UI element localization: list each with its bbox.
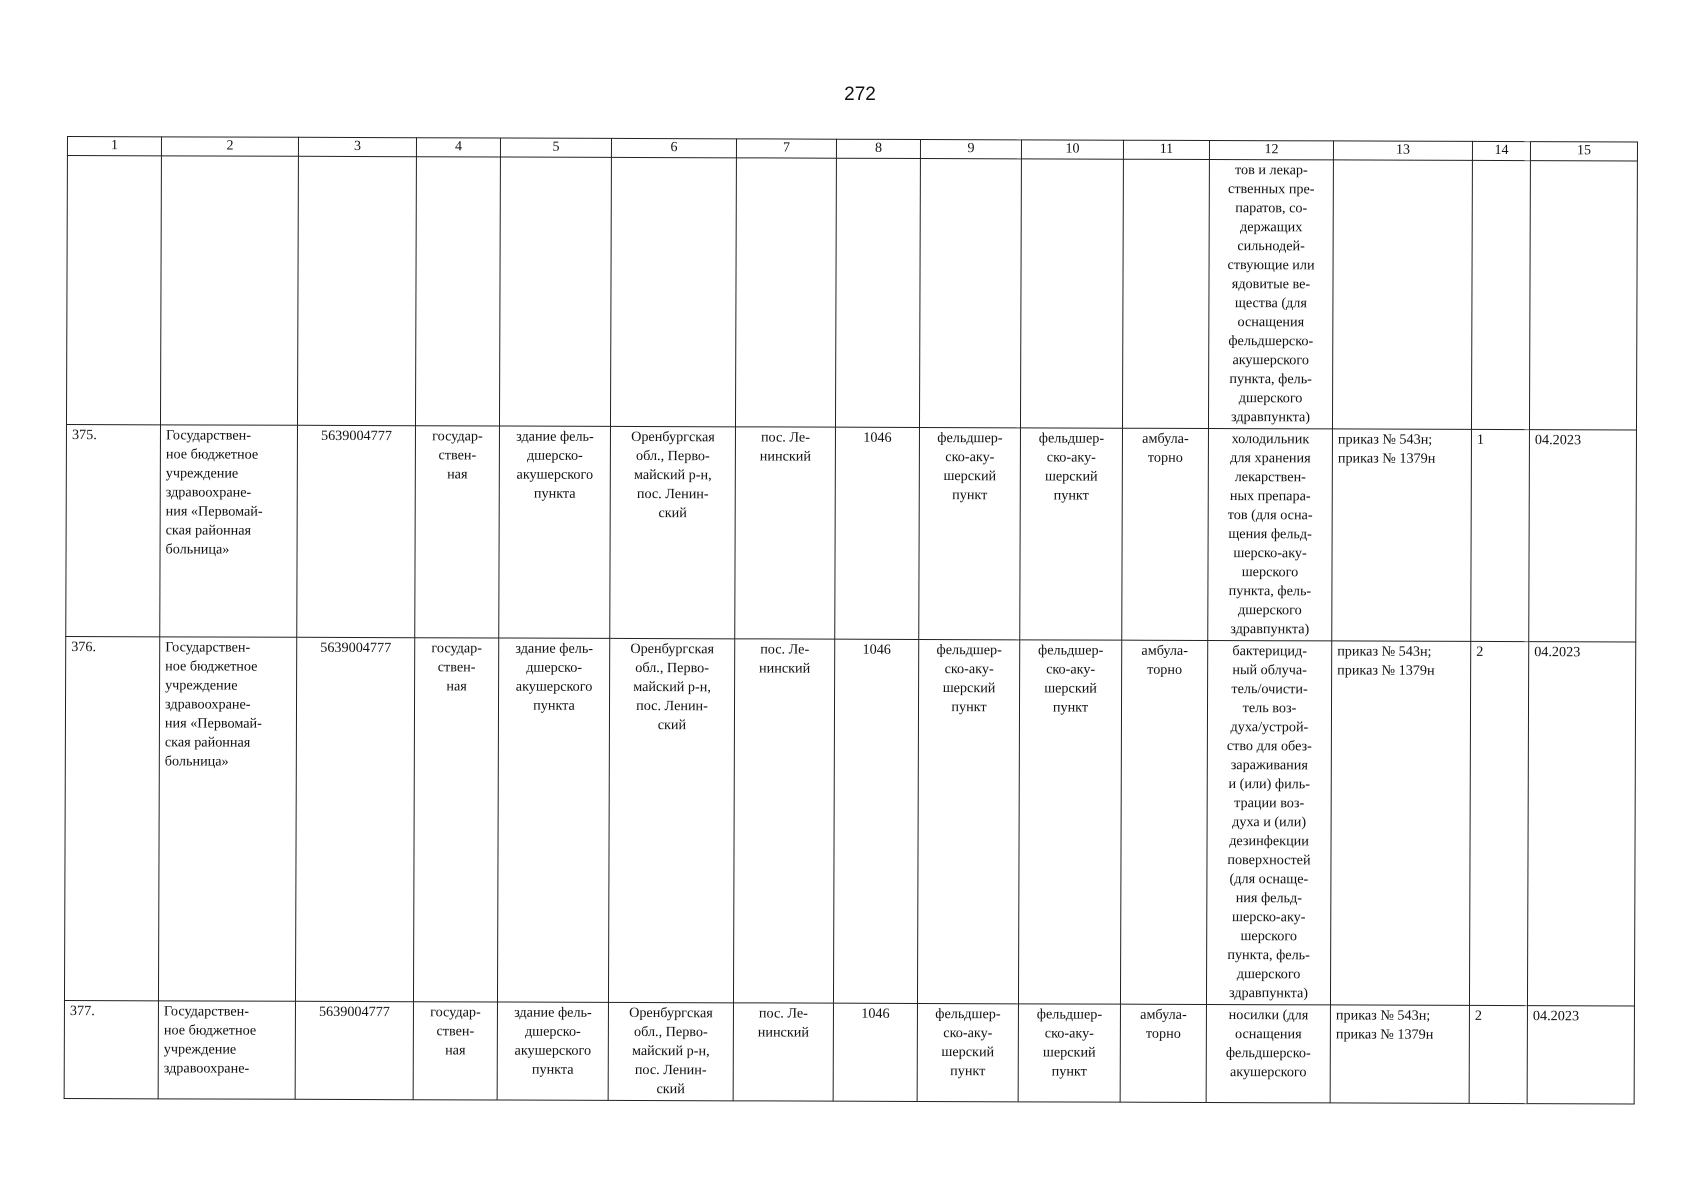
cell-settlement: пос. Ле- нинский xyxy=(733,1003,833,1101)
cell-facility-type: фельдшер- ско-аку- шерский пункт xyxy=(917,639,1019,1003)
cell-empty xyxy=(499,157,611,426)
cell-ownership: государ- ствен- ная xyxy=(413,638,498,1002)
cell-code: 1046 xyxy=(835,427,920,639)
cell-empty xyxy=(1529,161,1637,430)
cell-equipment: холодильник для хранения лекарствен- ных препара- тов (для осна- щения фельд- шерско-аку- шерского пункта, фель- дшерского здравпункта) xyxy=(1208,428,1333,640)
cell-code: 1046 xyxy=(833,639,918,1003)
cell-organization: Государствен- ное бюджетное учреждение здравоохране- ния «Первомай- ская районная больница» xyxy=(160,425,298,637)
column-header-8: 8 xyxy=(836,139,920,158)
cell-building: здание фель- дшерско- акушерского пункта xyxy=(497,1002,608,1100)
cell-organization: Государствен- ное бюджетное учреждение здравоохране- xyxy=(158,1001,295,1099)
column-header-11: 11 xyxy=(1123,140,1209,159)
column-header-2: 2 xyxy=(161,137,298,156)
cell-number: 377. xyxy=(64,1000,158,1098)
cell-empty xyxy=(735,158,836,427)
table-row-continuation xyxy=(66,156,1637,430)
cell-equipment: тов и лекар- ственных пре- паратов, со- держащих сильнодей- ствующие или ядовитые ве- щества (для оснащения фельдшерско- акушерского пункта, фель- дшерского здравпункта) xyxy=(1208,159,1333,428)
cell-empty xyxy=(415,157,500,426)
cell-empty xyxy=(1332,160,1472,429)
column-header-6: 6 xyxy=(611,138,736,157)
cell-organization: Государствен- ное бюджетное учреждение здравоохране- ния «Первомай- ская районная больница» xyxy=(158,637,296,1001)
cell-empty xyxy=(610,157,736,426)
cell-empty xyxy=(160,156,298,425)
cell-quantity: 2 xyxy=(1469,641,1528,1005)
cell-empty xyxy=(66,156,161,425)
table-row xyxy=(64,1000,1634,1103)
column-header-13: 13 xyxy=(1333,141,1472,160)
cell-code: 1046 xyxy=(833,1003,917,1101)
cell-facility-type: фельдшер- ско-аку- шерский пункт xyxy=(919,427,1021,639)
cell-ownership: государ- ствен- ная xyxy=(413,1002,497,1100)
cell-inn: 5639004777 xyxy=(295,1001,413,1099)
cell-empty xyxy=(1122,159,1209,428)
cell-inn: 5639004777 xyxy=(297,425,416,637)
cell-address: Оренбургская обл., Перво- майский р-н, пос. Ленин- ский xyxy=(608,638,734,1002)
cell-equipment: бактерицид- ный облуча- тель/очисти- тель воз- духа/устрой- ство для обез- зараживания и (или) филь- трации воз- духа и (или) дезинфекции поверхностей (для оснаще- ния фельд- шерско-аку- шерского пункта, фель- дшерского здравпункта) xyxy=(1206,640,1331,1004)
cell-date: 04.2023 xyxy=(1529,430,1637,642)
cell-inn: 5639004777 xyxy=(295,637,414,1001)
cell-address: Оренбургская обл., Перво- майский р-н, пос. Ленин- ский xyxy=(610,426,736,638)
registry-table xyxy=(64,136,1638,1104)
column-header-10: 10 xyxy=(1021,140,1123,159)
cell-settlement: пос. Ле- нинский xyxy=(735,427,836,639)
cell-order: приказ № 543н; приказ № 1379н xyxy=(1332,429,1472,641)
cell-empty xyxy=(1471,160,1530,429)
cell-empty xyxy=(919,158,1021,427)
column-header-7: 7 xyxy=(736,139,836,158)
cell-date: 04.2023 xyxy=(1527,642,1635,1006)
table-row xyxy=(66,425,1637,642)
cell-address: Оренбургская обл., Перво- майский р-н, пос. Ленин- ский xyxy=(608,1002,733,1100)
cell-order: приказ № 543н; приказ № 1379н xyxy=(1330,641,1470,1005)
cell-order: приказ № 543н; приказ № 1379н xyxy=(1330,1005,1469,1103)
page-number: 272 xyxy=(844,84,876,105)
column-header-14: 14 xyxy=(1472,141,1530,160)
column-header-3: 3 xyxy=(298,137,416,156)
cell-building: здание фель- дшерско- акушерского пункта xyxy=(499,426,611,638)
cell-settlement: пос. Ле- нинский xyxy=(733,639,834,1003)
table-row xyxy=(64,636,1635,1005)
cell-building: здание фель- дшерско- акушерского пункта xyxy=(497,638,609,1002)
cell-empty xyxy=(1020,159,1123,428)
cell-care-form: амбула- торно xyxy=(1122,428,1209,640)
cell-facility-subtype: фельдшер- ско-аку- шерский пункт xyxy=(1018,1004,1120,1102)
cell-care-form: амбула- торно xyxy=(1120,640,1207,1004)
column-header-1: 1 xyxy=(67,137,161,156)
cell-facility-type: фельдшер- ско-аку- шерский пункт xyxy=(917,1003,1018,1101)
column-header-15: 15 xyxy=(1530,142,1637,161)
cell-date: 04.2023 xyxy=(1527,1006,1634,1104)
cell-empty xyxy=(835,158,920,427)
cell-number: 375. xyxy=(66,425,161,637)
column-header-5: 5 xyxy=(500,138,611,157)
cell-ownership: государ- ствен- ная xyxy=(415,426,500,638)
cell-equipment: носилки (для оснащения фельдшерско- акушерского xyxy=(1206,1004,1330,1102)
cell-facility-subtype: фельдшер- ско-аку- шерский пункт xyxy=(1020,428,1123,640)
cell-care-form: амбула- торно xyxy=(1120,1004,1206,1102)
cell-empty xyxy=(297,156,416,425)
cell-quantity: 2 xyxy=(1469,1005,1527,1103)
column-header-12: 12 xyxy=(1209,140,1333,159)
column-header-4: 4 xyxy=(416,138,500,157)
cell-number: 376. xyxy=(64,636,159,1000)
cell-quantity: 1 xyxy=(1471,429,1530,641)
cell-facility-subtype: фельдшер- ско-аку- шерский пункт xyxy=(1018,640,1121,1004)
column-header-9: 9 xyxy=(920,139,1021,158)
